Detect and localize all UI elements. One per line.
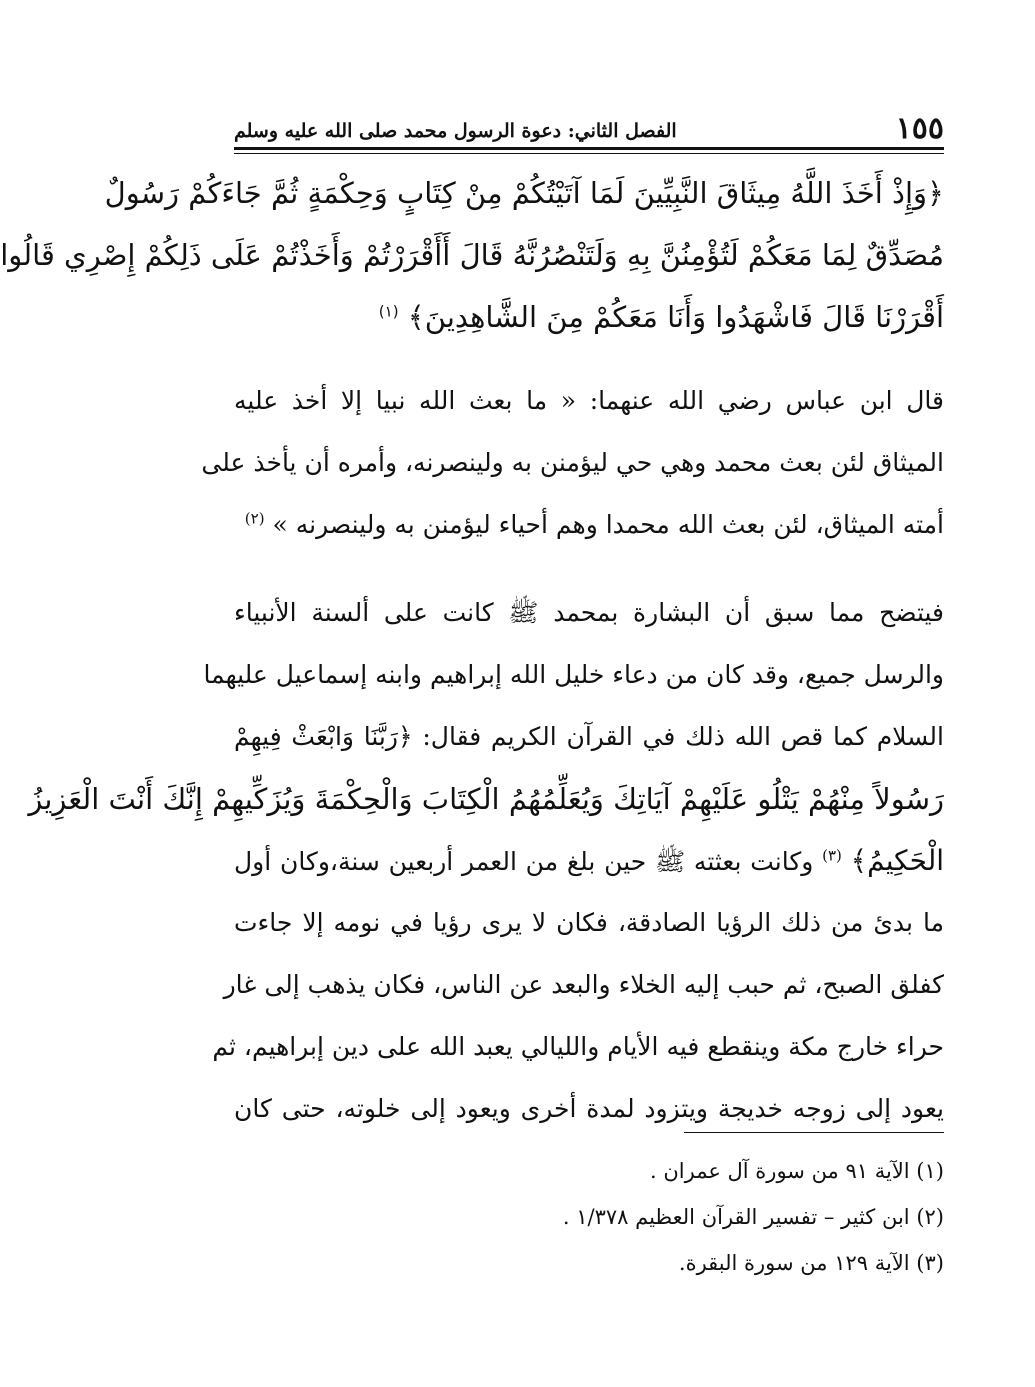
paragraph-line: يعود إلى زوجه خديجة ويتزود لمدة أخرى ويعود إلى خلوته، حتى كان: [234, 1094, 944, 1123]
paragraph-line: السلام كما قص الله ذلك في القرآن الكريم فقال: ﴿رَبَّنَا وَابْعَثْ فِيهِمْ: [234, 722, 944, 751]
quran-verse-line: ﴿وَإِذْ أَخَذَ اللَّهُ مِيثَاقَ النَّبِيِّينَ لَمَا آتَيْتُكُمْ مِنْ كِتَابٍ وَحِكْمَةٍ ثُمَّ جَاءَكُمْ رَسُولٌ: [104, 176, 944, 210]
paragraph-line: حراء خارج مكة وينقطع فيه الأيام والليالي يعبد الله على دين إبراهيم، ثم: [212, 1032, 944, 1061]
paragraph-line: [234, 494, 944, 556]
footnote-2: (٢) ابن كثير – تفسير القرآن العظيم ١/٣٧٨ .: [562, 1205, 944, 1229]
quran-verse-line: [234, 286, 944, 348]
paragraph-line: فيتضح مما سبق أن البشارة بمحمد ﷺ كانت على ألسنة الأنبياء: [234, 598, 944, 627]
footnote-ref-2: (٢): [244, 509, 265, 528]
quran-verse-end: الْحَكِيمُ﴾: [850, 844, 945, 877]
running-title: الفصل الثاني: دعوة الرسول محمد صلى الله عليه وسلم: [234, 120, 677, 142]
footnote-ref-3: (٣): [822, 846, 842, 865]
header-rule-thick: [234, 147, 944, 150]
paragraph-line: والرسل جميع، وقد كان من دعاء خليل الله إبراهيم وابنه إسماعيل عليهما: [203, 660, 944, 689]
quran-verse-text: أَقْرَرْنَا قَالَ فَاشْهَدُوا وَأَنَا مَعَكُمْ مِنَ الشَّاهِدِينَ﴾: [407, 300, 944, 334]
footnote-ref-1: (١): [378, 302, 399, 321]
paragraph-text: أمته الميثاق، لئن بعث الله محمدا وهم أحياء ليؤمنن به ولينصرنه »: [272, 510, 944, 539]
paragraph-line: [234, 830, 944, 892]
paragraph-line: كفلق الصبح، ثم حبب إليه الخلاء والبعد عن الناس، فكان يذهب إلى غار: [223, 970, 944, 999]
paragraph-text: وكانت بعثته ﷺ حين بلغ من العمر أربعين سنة،وكان أول: [234, 847, 814, 876]
quran-verse-line: رَسُولاً مِنْهُمْ يَتْلُو عَلَيْهِمْ آيَاتِكَ وَيُعَلِّمُهُمُ الْكِتَابَ وَالْحِكْمَةَ وَيُزَكِّيهِمْ إِنَّكَ أَنْتَ الْعَزِيزُ: [28, 782, 944, 816]
paragraph-line: ما بدئ من ذلك الرؤيا الصادقة، فكان لا يرى رؤيا في نومه إلا جاءت: [234, 908, 944, 937]
quran-verse-line: مُصَدِّقٌ لِمَا مَعَكُمْ لَتُؤْمِنُنَّ بِهِ وَلَتَنْصُرُنَّهُ قَالَ أَأَقْرَرْتُمْ وَأَخَذْتُمْ عَلَى ذَلِكُمْ إِصْرِي قَالُوا: [0, 238, 944, 272]
page-header: [234, 104, 944, 144]
paragraph-line: قال ابن عباس رضي الله عنهما: « ما بعث الله نبيا إلا أخذ عليه: [234, 386, 944, 415]
footnote-3: (٣) الآية ١٢٩ من سورة البقرة.: [678, 1251, 944, 1275]
footnotes: [234, 1148, 944, 1286]
body-text: [0, 162, 945, 1140]
page-number: ١٥٥: [895, 111, 944, 146]
header-rule-thin: [234, 153, 944, 154]
footnote-1: (١) الآية ٩١ من سورة آل عمران .: [650, 1159, 944, 1183]
paragraph-line: الميثاق لئن بعث محمد وهي حي ليؤمنن به ولينصرنه، وأمره أن يأخذ على: [201, 448, 944, 477]
footnote-separator: [684, 1132, 944, 1133]
